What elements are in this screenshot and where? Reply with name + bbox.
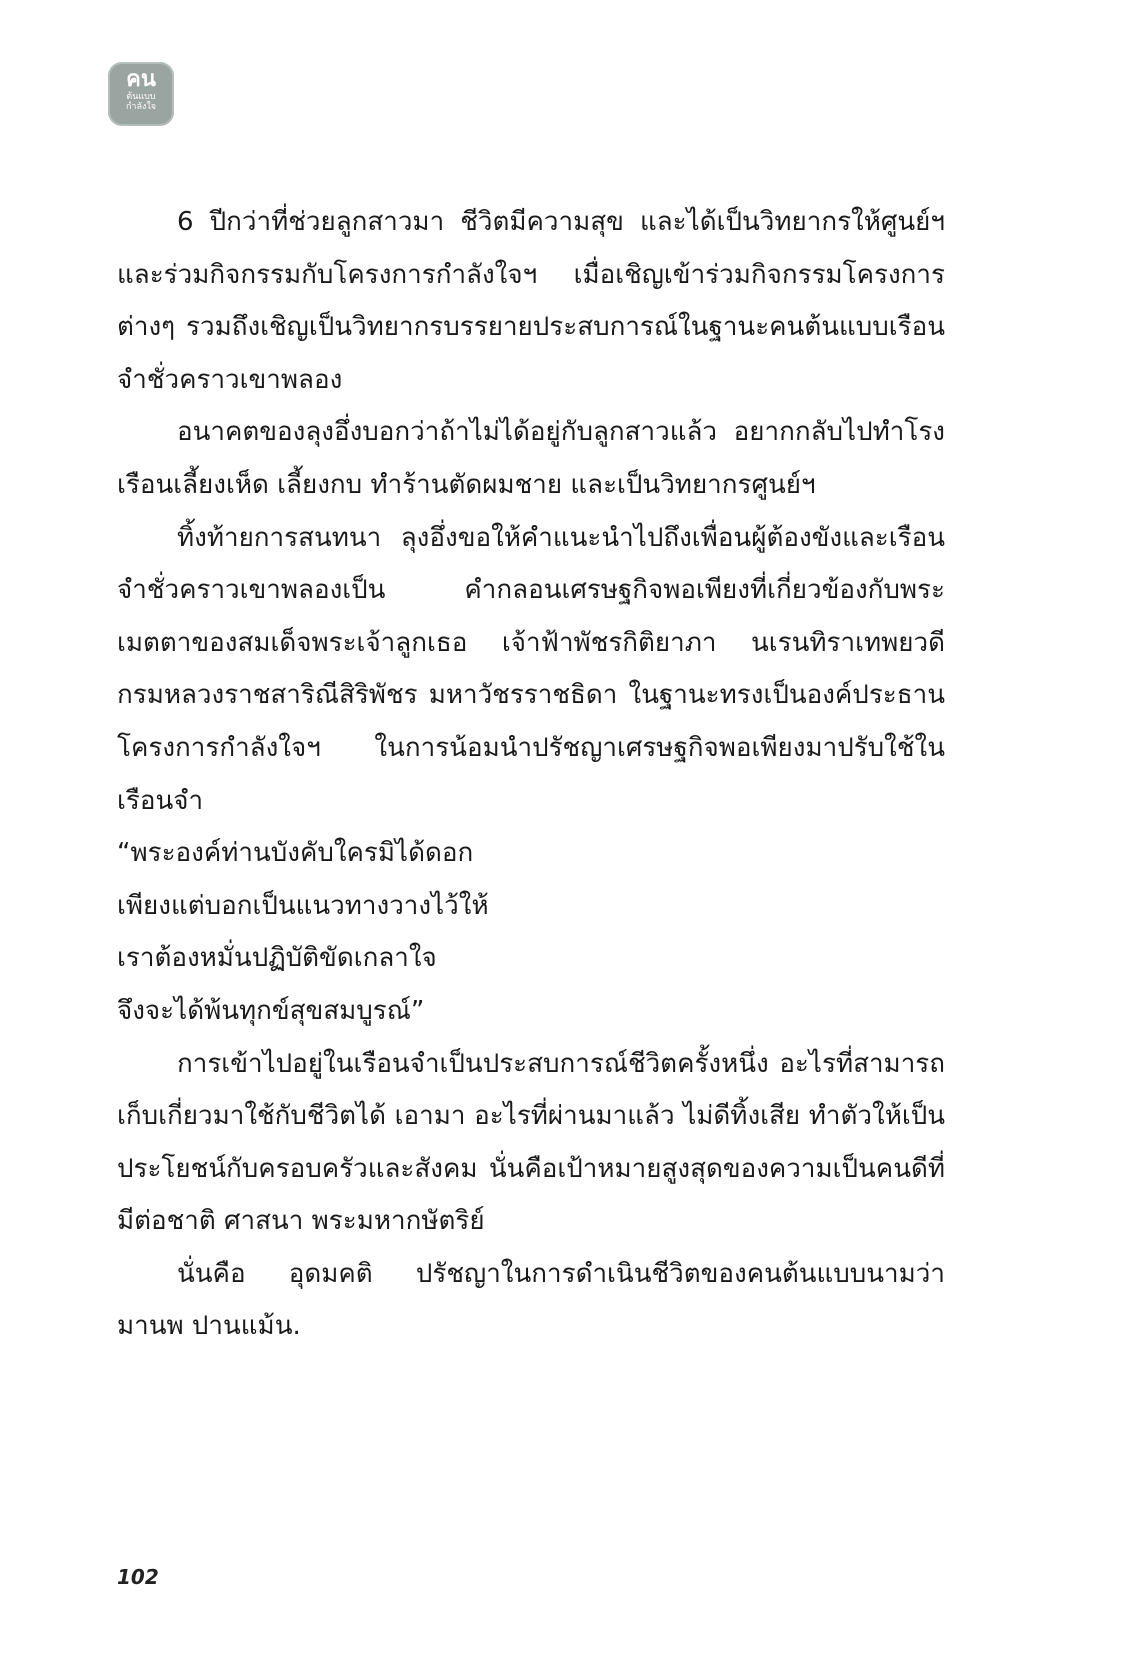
poem [117,827,945,1037]
paragraph-5: นั่นคือ อุดมคติ ปรัชญาในการดำเนินชีวิตของคนต้นแบบนามว่า มานพ ปานแม้น. [117,1258,945,1342]
paragraph-1: 6 ปีกว่าที่ช่วยลูกสาวมา ชีวิตมีความสุข และได้เป็นวิทยากรให้ศูนย์ฯ และร่วมกิจกรรมกับโครงการกำลังใจฯ เมื่อเชิญเข้าร่วมกิจกรรมโครงการต่างๆ รวมถึงเชิญเป็นวิทยากรบรรยายประสบการณ์ในฐานะคนต้นแบบเรือนจำชั่วคราวเขาพลอง [117,207,945,395]
poem-line-3: เราต้องหมั่นปฏิบัติขัดเกลาใจ [117,943,437,974]
logo-subtitle-line1: ต้นแบบ [126,92,156,102]
paragraph-3: ทิ้งท้ายการสนทนา ลุงอึ่งขอให้คำแนะนำไปถึงเพื่อนผู้ต้องขังและเรือนจำชั่วคราวเขาพลองเป็น คำกลอนเศรษฐกิจพอเพียงที่เกี่ยวข้องกับพระเมตตาของสมเด็จพระเจ้าลูกเธอ เจ้าฟ้าพัชรกิติยาภา นเรนทิราเทพยวดี กรมหลวงราชสาริณีสิริพัชร มหาวัชรราชธิดา ในฐานะทรงเป็นองค์ประธานโครงการกำลังใจฯ ในการน้อมนำปรัชญาเศรษฐกิจพอเพียงมาปรับใช้ในเรือนจำ [117,522,945,816]
poem-line-4: จึงจะได้พ้นทุกข์สุขสมบูรณ์” [117,995,425,1026]
logo-subtitle-line2: กำลังใจ [125,102,157,112]
poem-line-2: เพียงแต่บอกเป็นแนวทางวางไว้ให้ [117,890,489,921]
poem-line-1: “พระองค์ท่านบังคับใครมิได้ดอก [117,838,474,869]
logo-title: คน [126,67,156,92]
paragraph-2: อนาคตของลุงอึ่งบอกว่าถ้าไม่ได้อยู่กับลูกสาวแล้ว อยากกลับไปทำโรงเรือนเลี้ยงเห็ด เลี้ยงกบ ทำร้านตัดผมชาย และเป็นวิทยากรศูนย์ฯ [117,417,945,500]
book-logo [108,62,174,126]
page-body [117,196,945,1353]
paragraph-4: การเข้าไปอยู่ในเรือนจำเป็นประสบการณ์ชีวิตครั้งหนึ่ง อะไรที่สามารถเก็บเกี่ยวมาใช้กับชีวิตได้ เอามา อะไรที่ผ่านมาแล้ว ไม่ดีทิ้งเสีย ทำตัวให้เป็นประโยชน์กับครอบครัวและสังคม นั่นคือเป้าหมายสูงสุดของความเป็นคนดีที่มีต่อชาติ ศาสนา พระมหากษัตริย์ [117,1048,945,1237]
page-number: 102 [117,1565,159,1589]
